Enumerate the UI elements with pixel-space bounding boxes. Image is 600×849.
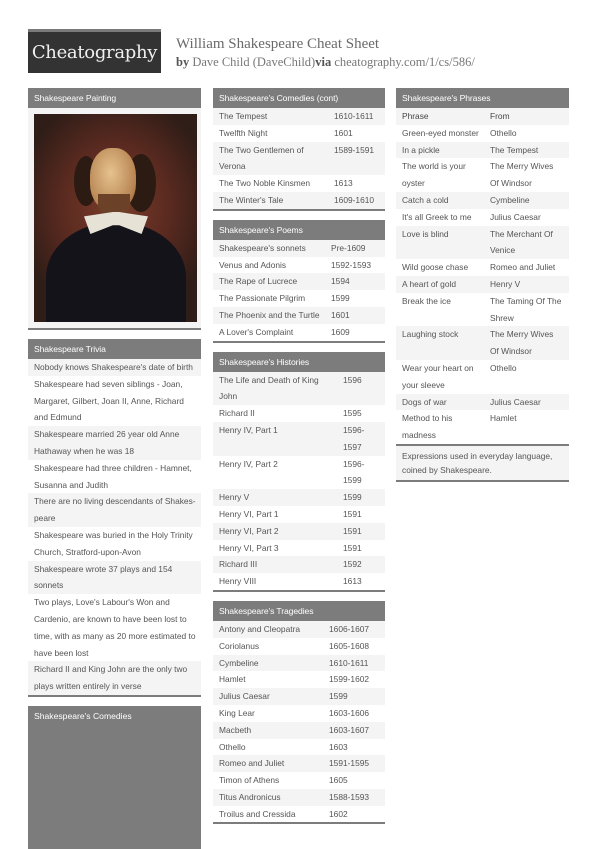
- cell-source-play: Henry V: [490, 278, 521, 289]
- sheet-header: [176, 36, 475, 70]
- cell-year: 1613: [334, 178, 353, 189]
- table-row: [396, 209, 569, 226]
- histories-section: [213, 352, 385, 592]
- cell-year: 1591: [343, 508, 362, 519]
- cell-year: 1605-1608: [329, 640, 370, 651]
- phrases-section: [396, 88, 569, 482]
- cell-year: 1613: [343, 576, 362, 587]
- cell-year: 1602: [329, 808, 348, 819]
- section-header: Shakespeare Painting: [28, 88, 201, 108]
- sheet-url-link[interactable]: cheatography.com/1/cs/586/: [334, 55, 475, 69]
- trivia-item: Richard II and King John are the only two plays written entirely in verse: [28, 661, 201, 695]
- trivia-item: Shakespeare wrote 37 plays and 154 sonnets: [28, 561, 201, 595]
- cell-year: 1609: [331, 326, 350, 337]
- cell-title: Coriolanus: [219, 640, 260, 651]
- middle-column: [213, 88, 385, 833]
- table-row: [213, 671, 385, 688]
- cell-source-play: Othello: [490, 362, 517, 373]
- table-header-row: [396, 108, 569, 125]
- table-row: [213, 506, 385, 523]
- cell-source-play: The Merchant Of Venice: [490, 228, 553, 256]
- via-label: via: [315, 55, 332, 69]
- cell-year: 1595: [343, 408, 362, 419]
- table-row: [396, 276, 569, 293]
- cell-year: 1596-1597: [343, 424, 365, 452]
- table-row: [213, 273, 385, 290]
- author-link[interactable]: Dave Child (DaveChild): [192, 55, 316, 69]
- section-header: Shakespeare's Histories: [213, 352, 385, 372]
- cell-year: 1596: [343, 374, 362, 385]
- table-row: [213, 688, 385, 705]
- table-row: [213, 489, 385, 506]
- cell-year: 1594: [331, 276, 350, 287]
- table-row: [213, 192, 385, 209]
- trivia-item: Two plays, Love's Labour's Won and Cardenio, are known to have been lost to time, with as many as 20 more estimated to have been lost: [28, 594, 201, 661]
- cell-title: Henry IV, Part 2: [219, 458, 278, 469]
- cell-source-play: Cymbeline: [490, 194, 530, 205]
- cell-year: 1592-1593: [331, 259, 372, 270]
- table-row: [213, 108, 385, 125]
- cell-title: The Life and Death of King John: [219, 374, 319, 402]
- comedies-cont-section: [213, 88, 385, 211]
- cell-title: Henry VI, Part 1: [219, 508, 279, 519]
- table-row: [396, 410, 569, 444]
- cell-phrase: A heart of gold: [402, 278, 457, 289]
- trivia-list: [28, 359, 201, 695]
- cell-year: 1603: [329, 741, 348, 752]
- section-header: Shakespeare's Comedies: [34, 710, 132, 721]
- cell-title: Antony and Cleopatra: [219, 623, 301, 634]
- cell-title: The Rape of Lucrece: [219, 276, 298, 287]
- table-row: [213, 125, 385, 142]
- cell-year: Pre-1609: [331, 242, 366, 253]
- trivia-item: Nobody knows Shakespeare's date of birth: [28, 359, 201, 376]
- tragedies-table: [213, 621, 385, 823]
- painting-body: [28, 108, 201, 328]
- cell-source-play: The Merry Wives Of Windsor: [490, 161, 554, 189]
- cell-title: Shakespeare's sonnets: [219, 242, 306, 253]
- table-row: [213, 705, 385, 722]
- trivia-item: Shakespeare had three children - Hamnet, Susanna and Judith: [28, 460, 201, 494]
- cell-title: Twelfth Night: [219, 127, 268, 138]
- table-row: [213, 540, 385, 557]
- table-row: [213, 142, 385, 176]
- cell-year: 1596-1599: [343, 458, 365, 486]
- table-row: [396, 192, 569, 209]
- table-row: [213, 556, 385, 573]
- cell-year: 1603-1606: [329, 707, 370, 718]
- cell-title: Julius Caesar: [219, 691, 270, 702]
- cell-title: The Winter's Tale: [219, 194, 284, 205]
- trivia-item: Shakespeare had seven siblings - Joan, Margaret, Gilbert, Joan II, Anne, Richard and Edmund: [28, 376, 201, 426]
- table-row: [213, 621, 385, 638]
- cell-title: Othello: [219, 741, 246, 752]
- table-row: [213, 523, 385, 540]
- cell-year: 1599: [331, 293, 350, 304]
- cell-year: 1610-1611: [334, 111, 374, 121]
- table-row: [213, 290, 385, 307]
- cell-title: Richard III: [219, 559, 258, 570]
- cell-title: The Two Gentlemen of Verona: [219, 144, 304, 172]
- table-row: [213, 175, 385, 192]
- cheatography-logo[interactable]: Cheatography: [28, 29, 161, 73]
- table-row: [213, 257, 385, 274]
- column-header-from: From: [490, 111, 510, 121]
- section-header: Shakespeare's Poems: [213, 220, 385, 240]
- cell-title: A Lover's Complaint: [219, 326, 294, 337]
- cell-source-play: The Taming Of The Shrew: [490, 295, 562, 323]
- table-row: [213, 655, 385, 672]
- sheet-title: William Shakespeare Cheat Sheet: [176, 36, 380, 52]
- cell-phrase: Wear your heart on your sleeve: [402, 362, 474, 390]
- table-row: [213, 372, 385, 406]
- cell-year: 1588-1593: [329, 791, 370, 802]
- table-row: [396, 394, 569, 411]
- cell-phrase: Laughing stock: [402, 329, 459, 340]
- cell-source-play: Othello: [490, 127, 517, 138]
- cell-title: Henry VI, Part 2: [219, 525, 279, 536]
- cell-title: Timon of Athens: [219, 775, 280, 786]
- table-row: [213, 324, 385, 341]
- table-row: [213, 739, 385, 756]
- cell-title: Troilus and Cressida: [219, 808, 296, 819]
- cell-title: Venus and Adonis: [219, 259, 287, 270]
- table-row: [213, 722, 385, 739]
- poems-table: [213, 240, 385, 341]
- cell-source-play: Romeo and Juliet: [490, 262, 556, 273]
- comedies-table: [213, 108, 385, 209]
- painting-section: [28, 88, 201, 330]
- cell-title: The Phoenix and the Turtle: [219, 309, 320, 320]
- cell-source-play: Julius Caesar: [490, 396, 541, 407]
- table-row: [213, 405, 385, 422]
- section-header: Shakespeare's Phrases: [396, 88, 569, 108]
- cell-year: 1592: [343, 559, 362, 570]
- table-row: [213, 422, 385, 456]
- table-row: [396, 226, 569, 260]
- cell-year: 1601: [331, 309, 350, 320]
- trivia-section: [28, 339, 201, 697]
- cell-year: 1591: [343, 525, 362, 536]
- trivia-item: Shakespeare was buried in the Holy Trinity Church, Stratford-upon-Avon: [28, 527, 201, 561]
- cell-title: The Passionate Pilgrim: [219, 293, 306, 304]
- cell-title: Cymbeline: [219, 657, 259, 668]
- table-row: [213, 806, 385, 823]
- cell-year: 1599: [329, 691, 348, 702]
- column-header-phrase: Phrase: [402, 111, 429, 121]
- trivia-item: There are no living descendants of Shakes-peare: [28, 493, 201, 527]
- cell-source-play: The Merry Wives Of Windsor: [490, 329, 554, 357]
- comedies-section: [28, 706, 201, 849]
- cell-phrase: Method to his madness: [402, 413, 453, 441]
- byline: [176, 54, 475, 70]
- cell-title: Richard II: [219, 408, 255, 419]
- cell-source-play: The Tempest: [490, 144, 539, 155]
- table-row: [213, 307, 385, 324]
- poems-section: [213, 220, 385, 343]
- table-row: [213, 772, 385, 789]
- table-row: [396, 326, 569, 360]
- table-row: [213, 755, 385, 772]
- table-row: [396, 360, 569, 394]
- histories-table: [213, 372, 385, 590]
- cell-phrase: It's all Greek to me: [402, 211, 472, 222]
- cell-year: 1606-1607: [329, 623, 370, 634]
- cell-title: Hamlet: [219, 674, 246, 685]
- cell-title: Titus Andronicus: [219, 791, 281, 802]
- cell-phrase: Wild goose chase: [402, 262, 469, 273]
- phrases-note: Expressions used in everyday language, coined by Shakespeare.: [396, 444, 569, 480]
- left-column: [28, 88, 201, 849]
- cell-source-play: Hamlet: [490, 413, 517, 424]
- cell-phrase: Green-eyed monster: [402, 127, 479, 138]
- table-row: [213, 240, 385, 257]
- cell-phrase: Dogs of war: [402, 396, 447, 407]
- cell-year: 1605: [329, 775, 348, 786]
- cell-title: The Tempest: [219, 111, 268, 121]
- table-row: [396, 259, 569, 276]
- cell-title: Henry IV, Part 1: [219, 424, 278, 435]
- table-row: [213, 789, 385, 806]
- section-header: Shakespeare's Comedies (cont): [213, 88, 385, 108]
- right-column: [396, 88, 569, 482]
- cell-title: Henry V: [219, 492, 250, 503]
- cell-title: King Lear: [219, 707, 255, 718]
- table-row: [396, 293, 569, 327]
- cell-title: Macbeth: [219, 724, 252, 735]
- cell-title: Henry VI, Part 3: [219, 542, 279, 553]
- cell-source-play: Julius Caesar: [490, 211, 541, 222]
- cell-phrase: In a pickle: [402, 144, 440, 155]
- trivia-item: Shakespeare married 26 year old Anne Hathaway when he was 18: [28, 426, 201, 460]
- cell-title: The Two Noble Kinsmen: [219, 178, 311, 189]
- cell-year: 1609-1610: [334, 194, 375, 205]
- table-row: [396, 142, 569, 159]
- cell-year: 1599: [343, 492, 362, 503]
- by-prefix: by: [176, 55, 190, 69]
- cell-title: Henry VIII: [219, 576, 257, 587]
- cell-phrase: Catch a cold: [402, 194, 449, 205]
- cell-phrase: The world is your oyster: [402, 161, 466, 189]
- shakespeare-portrait-image: [34, 114, 197, 322]
- section-header: Shakespeare's Tragedies: [213, 601, 385, 621]
- cell-phrase: Break the ice: [402, 295, 451, 306]
- cell-year: 1610-1611: [329, 657, 369, 668]
- cell-phrase: Love is blind: [402, 228, 449, 239]
- table-row: [213, 456, 385, 490]
- section-header: Shakespeare Trivia: [28, 339, 201, 359]
- table-row: [213, 573, 385, 590]
- cell-year: 1591: [343, 542, 362, 553]
- table-row: [396, 158, 569, 192]
- cell-year: 1589-1591: [334, 144, 375, 155]
- table-row: [213, 638, 385, 655]
- cell-year: 1603-1607: [329, 724, 370, 735]
- table-row: [396, 125, 569, 142]
- tragedies-section: [213, 601, 385, 825]
- cell-year: 1591-1595: [329, 758, 370, 769]
- cell-title: Romeo and Juliet: [219, 758, 285, 769]
- phrases-table: [396, 108, 569, 444]
- cell-year: 1599-1602: [329, 674, 370, 685]
- cell-year: 1601: [334, 127, 353, 138]
